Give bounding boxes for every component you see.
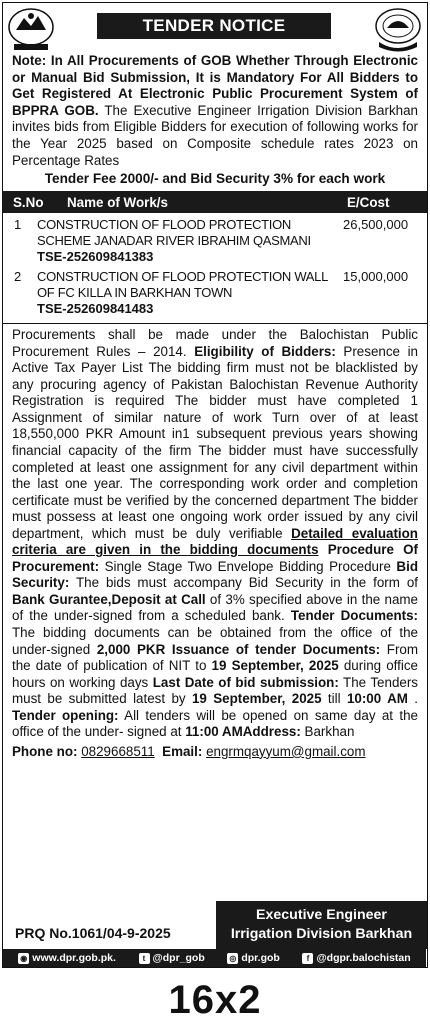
- row-cost: 15,000,000: [343, 269, 409, 285]
- eligibility-heading: Eligibility of Bidders:: [194, 343, 336, 359]
- tender-documents-heading: Tender Documents:: [290, 608, 418, 624]
- contact-line: [3, 741, 427, 762]
- phone-number[interactable]: 0829668511: [81, 743, 155, 759]
- tender-fee-line: Tender Fee 2000/- and Bid Security 3% for each work: [44, 171, 386, 187]
- work-title: CONSTRUCTION OF FLOOD PROTECTION SCHEME JANADAR RIVER IBRAHIM QASMANI: [37, 217, 311, 249]
- opening-heading: Tender opening:: [12, 707, 119, 723]
- irrigation-department-seal-icon: [373, 6, 423, 52]
- address-heading: Address:: [242, 724, 301, 740]
- col-sno-header: S.No: [13, 194, 44, 210]
- opening-time: 11:00 AM: [185, 724, 243, 740]
- issuance-text: From the date of publication of NIT to: [12, 641, 418, 674]
- tse-number: TSE-252609841483: [37, 301, 154, 317]
- email-link[interactable]: engrmqayyum@gmail.com: [206, 743, 366, 759]
- rules-text: Procurements shall be made under the Balochistan Public Procurement Rules – 2014.: [12, 327, 418, 359]
- row-sno: 1: [14, 217, 22, 233]
- social-text: dpr.gob: [241, 952, 280, 964]
- phone-label: Phone no:: [12, 743, 78, 759]
- ad-size-label: 16x2: [168, 978, 262, 1022]
- balochistan-government-seal-icon: [6, 6, 56, 52]
- submission-text: The Tenders must be submitted latest by: [12, 674, 418, 707]
- instagram-icon: ◎: [227, 953, 238, 964]
- submission-time: 10:00 AM: [346, 691, 408, 707]
- facebook-icon: f: [302, 953, 313, 964]
- office-hours-text: during office hours on working days: [12, 658, 418, 690]
- social-twitter[interactable]: [139, 952, 205, 964]
- row-cost: 26,500,000: [343, 217, 409, 233]
- tender-documents-text: The bidding documents can be obtained from the office of the under-signed: [12, 625, 418, 657]
- procedure-text: Single Stage Two Envelope Bidding Procedure: [99, 558, 397, 574]
- social-bar: [3, 949, 426, 967]
- twitter-icon: t: [139, 953, 150, 964]
- signatory-title: Executive Engineer: [256, 907, 387, 923]
- evaluation-criteria-note: Detailed evaluation criteria are given in the bidding documents: [12, 525, 418, 558]
- period-text: .: [407, 691, 418, 707]
- intro-paragraph: [3, 53, 427, 169]
- social-text: www.dpr.gob.pk.: [32, 952, 116, 964]
- social-text: @dpr_gob: [152, 952, 205, 964]
- prq-number: PRQ No.1061/04-9-2025: [15, 925, 171, 941]
- social-website[interactable]: [18, 952, 116, 964]
- table-row: [3, 213, 427, 265]
- submission-date: 19 September, 2025: [191, 691, 322, 707]
- email-label: Email:: [162, 743, 203, 759]
- row-work-name: [37, 217, 337, 265]
- tender-notice: [2, 2, 428, 968]
- globe-icon: ◉: [18, 953, 29, 964]
- col-name-header: Name of Work/s: [67, 194, 168, 210]
- terms-paragraph: [3, 324, 427, 741]
- work-title: CONSTRUCTION OF FLOOD PROTECTION WALL OF FC KILLA IN BARKHAN TOWN: [37, 269, 328, 301]
- bank-guarantee-text: Bank Gurantee,Deposit at Call: [12, 591, 206, 607]
- procedure-heading: Procedure Of Procurement:: [12, 542, 418, 574]
- bid-security-detail: of 3% specified above in the name of the under-signed from a scheduled bank.: [12, 591, 418, 624]
- social-text: @dgpr.balochistan: [316, 952, 411, 964]
- issuance-date: 19 September, 2025: [211, 658, 339, 674]
- registration-note: Note: In All Procurements of GOB Whether Through Electronic or Manual Bid Submission, It is Mandatory For All Bidders to Get Registered At Electronic Public Procurement System of BPPRA GOB.: [12, 53, 418, 118]
- notice-title: TENDER NOTICE: [97, 13, 331, 39]
- signatory-box: [216, 901, 427, 949]
- bid-security-heading: Bid Security:: [12, 558, 418, 591]
- col-cost-header: E/Cost: [347, 194, 390, 210]
- opening-text: All tenders will be opened on same day at the office of the under- signed at: [12, 707, 418, 740]
- tse-number: TSE-252609841383: [37, 249, 154, 265]
- social-instagram[interactable]: [227, 952, 280, 964]
- works-table-header: [3, 191, 427, 213]
- table-row: [3, 265, 427, 317]
- social-facebook[interactable]: [302, 952, 410, 964]
- issuance-fee-text: 2,000 PKR Issuance of tender Documents:: [96, 641, 381, 657]
- invitation-text: The Executive Engineer Irrigation Division Barkhan invites bids from Eligible Bidders for execution of following works for the Year 2025 based on Composite schedule rates 2023 on Percentage Rates: [12, 102, 418, 168]
- bid-security-text: The bids must accompany Bid Security in the form of: [69, 575, 418, 591]
- row-sno: 2: [14, 269, 22, 285]
- row-work-name: [37, 269, 337, 317]
- till-text: till: [321, 691, 347, 707]
- eligibility-text: Presence in Active Tax Payer List The bidding firm must not be blacklisted by any procuring agency of Pakistan Balochistan Revenue Authority Registration is required The bidder must have completed 1 Assignment of similar nature of work Turn over of at least 18,550,000 PKR Amount in1 subsequent previous years showing financial capacity of the firm The bidder must have successfully completed at least one assignment for any civil department within the last one year. The corresponding work order and completion certificate must be verified by the concerned department The bidder must possess at least one ongoing work order issued by any civil department, which must be duly verifiable: [12, 343, 418, 541]
- last-date-heading: Last Date of bid submission:: [152, 674, 339, 690]
- signatory-division: Irrigation Division Barkhan: [230, 926, 413, 942]
- notice-header: [3, 3, 427, 53]
- address-text: Barkhan: [300, 724, 355, 740]
